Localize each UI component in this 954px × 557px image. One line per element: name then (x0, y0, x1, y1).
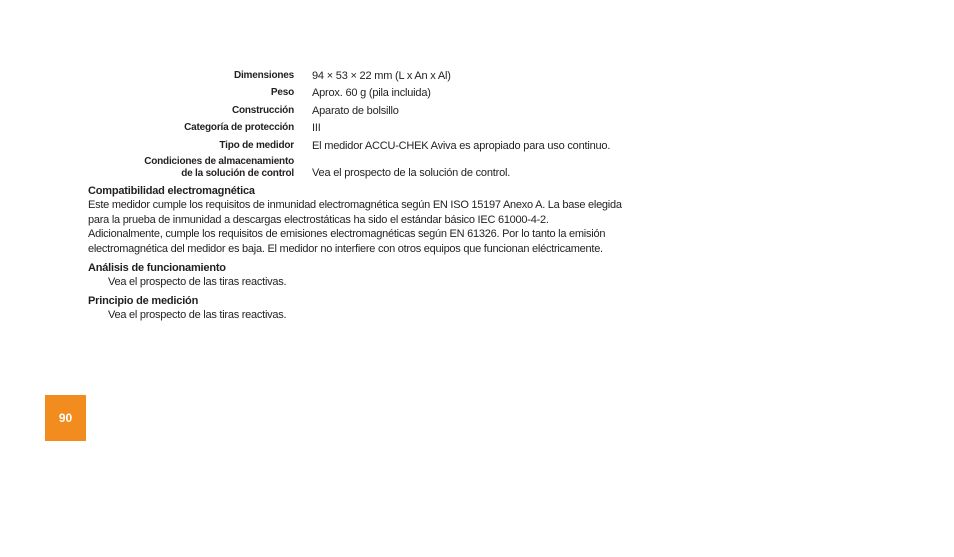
body-line: Este medidor cumple los requisitos de inmunidad electromagnética según EN ISO 15197 Anexo A. La base elegida (88, 199, 622, 211)
section-body (88, 198, 668, 256)
spec-row-construction (100, 101, 660, 119)
spec-label (100, 156, 294, 180)
section-heading: Análisis de funcionamiento (88, 262, 226, 274)
spec-value: Vea el prospecto de la solución de control. (312, 166, 511, 179)
section-body: Vea el prospecto de las tiras reactivas. (108, 309, 287, 321)
spec-value: El medidor ACCU-CHEK Aviva es apropiado para uso continuo. (312, 139, 611, 152)
section-body: Vea el prospecto de las tiras reactivas. (108, 276, 287, 288)
performance-section (88, 261, 668, 290)
page-number: 90 (58, 411, 73, 425)
section-heading: Principio de medición (88, 295, 199, 307)
spec-label: Dimensiones (233, 69, 294, 81)
spec-label: Tipo de medidor (219, 139, 294, 151)
spec-label-line: Condiciones de almacenamiento (144, 155, 294, 167)
body-line: para la prueba de inmunidad a descargas electrostáticas ha sido el estándar básico IEC 61000-4-2. (88, 213, 549, 226)
spec-row-weight (100, 84, 660, 102)
spec-row-protection-category (100, 119, 660, 137)
spec-row-control-solution-storage (100, 156, 660, 180)
principle-section (88, 294, 668, 323)
spec-row-meter-type (100, 136, 660, 154)
spec-label: Construcción (231, 104, 294, 116)
specifications-table (100, 66, 660, 180)
emc-section (88, 184, 668, 256)
spec-label-line: de la solución de control (181, 167, 294, 179)
spec-value: Aparato de bolsillo (312, 104, 399, 117)
body-line: electromagnética del medidor es baja. El medidor no interfiere con otros equipos que funcionan eléctricamente. (88, 242, 603, 255)
section-heading: Compatibilidad electromagnética (88, 185, 255, 197)
body-line: Adicionalmente, cumple los requisitos de emisiones electromagnéticas según EN 61326. Por lo tanto la emisión (88, 228, 606, 240)
spec-label: Peso (270, 87, 294, 98)
spec-value: III (312, 122, 321, 134)
spec-row-dimensions (100, 66, 660, 84)
spec-value: Aprox. 60 g (pila incluida) (312, 87, 431, 99)
page-number-tab (45, 395, 86, 441)
spec-value: 94 × 53 × 22 mm (L x An x Al) (312, 69, 451, 82)
spec-label: Categoría de protección (184, 122, 294, 133)
